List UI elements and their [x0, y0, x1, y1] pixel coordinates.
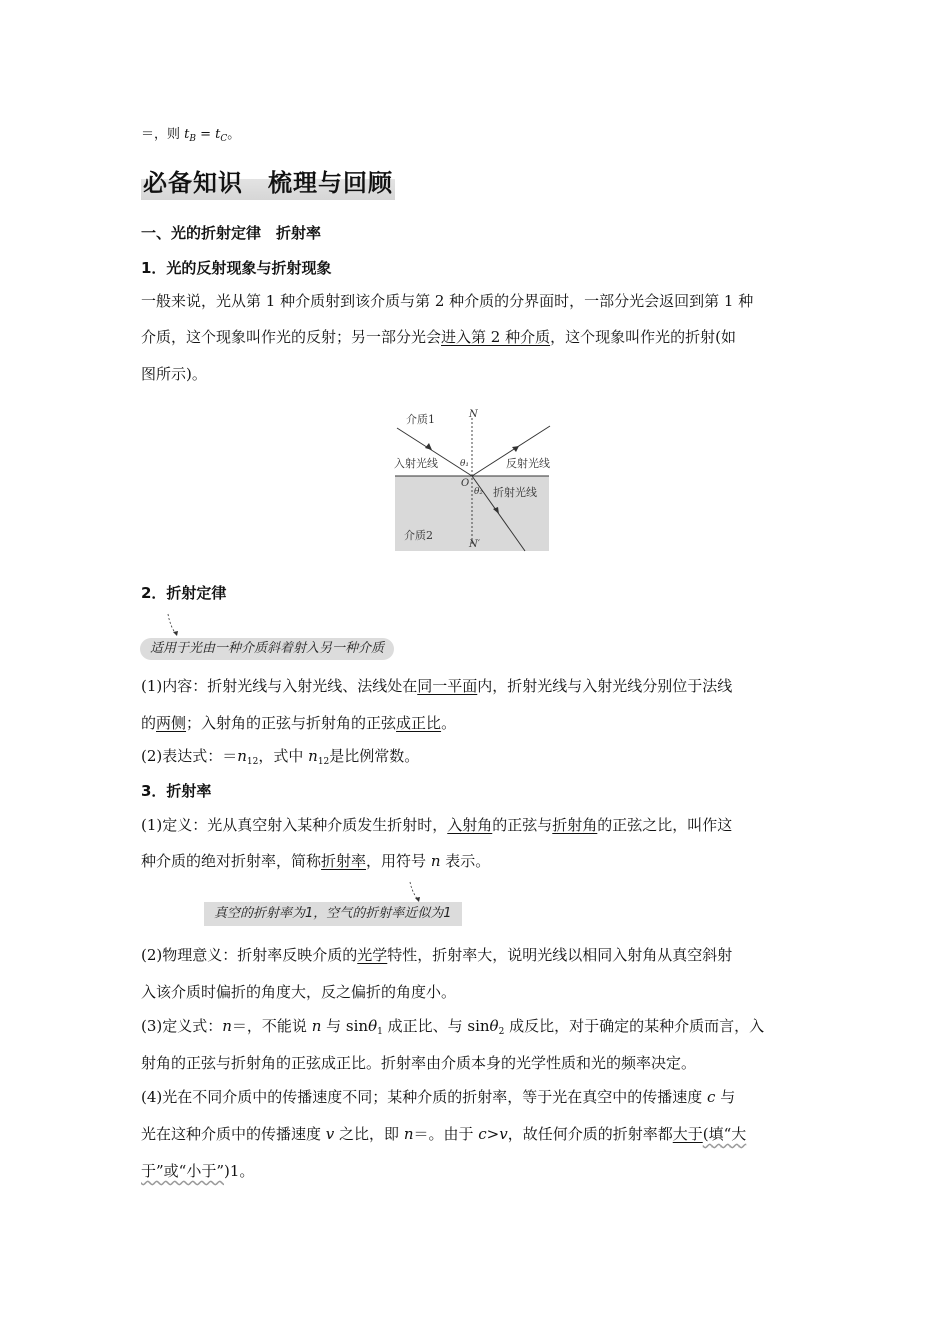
point-o-label: O — [461, 478, 470, 489]
var-v: v — [325, 1125, 335, 1143]
var-t: t — [184, 127, 190, 142]
note-pointer-1 — [164, 612, 184, 638]
s2-content-line2 — [141, 712, 456, 734]
text-segment: 是比例常数。 — [329, 747, 420, 765]
underlined-answer: 同一平面 — [417, 677, 478, 695]
top-continuation-line — [141, 124, 240, 150]
wavy-hint: (填“大 — [702, 1125, 747, 1143]
text-segment: 与 sin — [321, 1017, 369, 1035]
var-c: c — [707, 1088, 716, 1106]
s1-title: 1．光的反射现象与折射现象 — [141, 259, 332, 277]
s3-formula-line2: 射角的正弦与折射角的正弦成正比。折射率由介质本身的光学性质和光的频率决定。 — [141, 1054, 697, 1072]
text-segment: ＝。由于 — [413, 1125, 479, 1143]
underlined-answer: 两侧 — [156, 714, 187, 732]
text-segment: 内，折射光线与入射光线分别位于法线 — [477, 677, 733, 695]
s3-title: 3．折射率 — [141, 782, 212, 800]
normal-n-label: N — [469, 409, 478, 420]
s3-annotation-note: 真空的折射率为1，空气的折射率近似为1 — [204, 902, 462, 926]
text-segment: ，故任何介质的折射率都 — [507, 1125, 673, 1143]
s3-def-line1 — [141, 814, 732, 836]
subscript: 12 — [246, 757, 259, 767]
text-segment: 介质，这个现象叫作光的反射；另一部分光会 — [141, 328, 442, 346]
s1-line3: 图所示)。 — [141, 365, 207, 383]
normal-n-prime-label: N′ — [469, 539, 481, 550]
refraction-figure — [392, 406, 552, 554]
text-segment: (3)定义式： — [141, 1017, 223, 1035]
var-n: n — [403, 1125, 414, 1143]
s2-expression-line — [141, 745, 419, 773]
sub-b: B — [189, 134, 196, 144]
text-segment: ；入射角的正弦与折射角的正弦 — [186, 714, 397, 732]
underlined-answer: 进入第 2 种介质 — [441, 328, 551, 346]
top-line-end: 。 — [227, 127, 241, 142]
text-segment: ，这个现象叫作光的折射(如 — [550, 328, 736, 346]
text-segment: 与 — [715, 1088, 736, 1106]
medium1-label: 介质1 — [406, 413, 435, 426]
underlined-answer: 折射角 — [552, 816, 598, 834]
text-segment: (4)光在不同介质中的传播速度不同；某种介质的折射率，等于光在真空中的传播速度 — [141, 1088, 708, 1106]
text-segment: 表示。 — [440, 852, 491, 870]
text-segment: ＝，不能说 — [231, 1017, 312, 1035]
s1-line2 — [141, 326, 736, 348]
s3-speed-line2 — [141, 1123, 746, 1145]
var-n: n — [430, 852, 441, 870]
theta2-label: θ₂ — [474, 487, 484, 497]
var-theta: θ — [489, 1017, 499, 1035]
text-segment: 成反比，对于确定的某种介质而言，入 — [504, 1017, 765, 1035]
s3-meaning-line2: 入该介质时偏折的角度大，反之偏折的角度小。 — [141, 983, 457, 1001]
s1-line1: 一般来说，光从第 1 种介质射到该介质与第 2 种介质的分界面时，一部分光会返回到第 1 种 — [141, 292, 754, 310]
s2-content-line1 — [141, 675, 732, 697]
section-title: 必备知识 梳理与回顾 — [141, 166, 395, 200]
text-segment: 光在这种介质中的传播速度 — [141, 1125, 326, 1143]
var-n: n — [237, 747, 247, 765]
underlined-answer: 成正比 — [396, 714, 442, 732]
top-line-prefix: ＝，则 — [141, 127, 185, 142]
var-n: n — [222, 1017, 232, 1035]
text-segment: 的正弦之比，叫作这 — [597, 816, 733, 834]
s3-meaning-line1 — [141, 944, 732, 966]
s2-annotation-note: 适用于光由一种介质斜着射入另一种介质 — [140, 638, 394, 660]
subscript: 12 — [317, 757, 330, 767]
subscript: 2 — [498, 1027, 505, 1037]
s3-speed-line1 — [141, 1086, 735, 1108]
text-segment: ，式中 — [258, 747, 309, 765]
subscript: 1 — [377, 1027, 383, 1037]
s3-def-line2 — [141, 850, 490, 872]
reflected-label: 反射光线 — [506, 457, 550, 470]
s3-formula-line1 — [141, 1015, 764, 1043]
inequality-c-v: c>v — [478, 1125, 508, 1143]
theta1-label: θ₁ — [460, 459, 470, 469]
s3-speed-line3 — [141, 1160, 254, 1182]
refracted-label: 折射光线 — [493, 486, 537, 499]
var-theta: θ — [368, 1017, 378, 1035]
underlined-answer: 光学 — [357, 946, 388, 964]
eq-sign: = — [196, 127, 216, 142]
text-segment: (1)定义：光从真空射入某种介质发生折射时， — [141, 816, 448, 834]
var-n: n — [308, 747, 318, 765]
incident-label: 入射光线 — [394, 457, 438, 470]
medium2-label: 介质2 — [404, 529, 433, 542]
text-segment: 种介质的绝对折射率，简称 — [141, 852, 322, 870]
text-segment: 。 — [441, 714, 457, 732]
text-segment: 特性，折射率大，说明光线以相同入射角从真空斜射 — [387, 946, 733, 964]
text-segment: ，用符号 — [366, 852, 431, 870]
text-segment: 的 — [141, 714, 157, 732]
var-t2: t — [215, 127, 221, 142]
text-segment: 之比，即 — [334, 1125, 404, 1143]
sub-c: C — [220, 134, 228, 144]
text-segment: 成正比、与 sin — [382, 1017, 490, 1035]
part1-heading: 一、光的折射定律 折射率 — [141, 224, 322, 242]
text-segment: (1)内容：折射光线与入射光线、法线处在 — [141, 677, 418, 695]
var-n: n — [311, 1017, 322, 1035]
text-segment: (2)物理意义：折射率反映介质的 — [141, 946, 358, 964]
reflected-arrow — [512, 446, 519, 452]
text-segment: (2)表达式：＝ — [141, 747, 238, 765]
wavy-hint: 于”或“小于” — [141, 1162, 225, 1180]
underlined-answer: 大于 — [672, 1125, 703, 1143]
s2-title: 2．折射定律 — [141, 584, 227, 602]
text-segment: )1。 — [224, 1162, 255, 1180]
underlined-answer: 折射率 — [321, 852, 367, 870]
underlined-answer: 入射角 — [447, 816, 493, 834]
text-segment: 的正弦与 — [492, 816, 553, 834]
